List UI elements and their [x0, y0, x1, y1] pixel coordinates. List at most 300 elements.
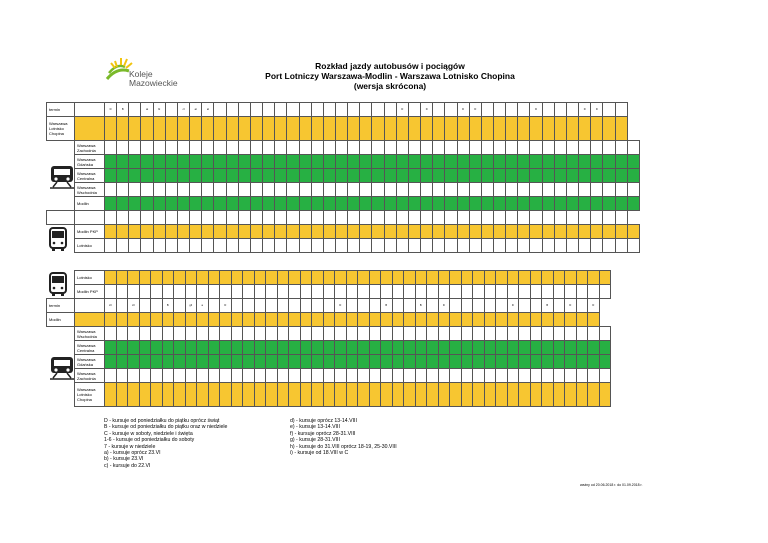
time-cell [129, 155, 141, 169]
time-cell [348, 155, 360, 169]
logo-text [129, 70, 178, 88]
time-cell [153, 239, 165, 253]
time-cell [153, 155, 165, 169]
time-cell [250, 197, 262, 211]
time-cell [469, 211, 481, 225]
time-cell [275, 225, 287, 239]
time-cell [275, 211, 287, 225]
time-cell [438, 313, 450, 327]
time-cell [384, 141, 396, 155]
time-cell [530, 285, 542, 299]
time-cell [105, 239, 117, 253]
time-cell [346, 369, 358, 383]
time-cell [496, 299, 508, 313]
bus-icon [47, 225, 75, 253]
time-cell [323, 239, 335, 253]
time-cell [438, 341, 450, 355]
time-cell [185, 341, 197, 355]
time-cell [576, 285, 588, 299]
time-cell [615, 103, 627, 117]
time-cell [214, 239, 226, 253]
time-cell [381, 327, 393, 341]
time-cell [627, 183, 639, 197]
time-cell [263, 183, 275, 197]
time-cell [128, 285, 140, 299]
time-cell [542, 383, 554, 407]
time-cell [323, 271, 335, 285]
time-cell [116, 327, 128, 341]
time-cell [588, 285, 600, 299]
time-cell [565, 327, 577, 341]
time-cell [518, 211, 530, 225]
time-cell [530, 271, 542, 285]
station-label: Warszawa Gdańska [75, 155, 105, 169]
time-cell [346, 383, 358, 407]
time-cell [494, 103, 506, 117]
time-cell [208, 285, 220, 299]
time-cell [165, 169, 177, 183]
time-cell [275, 141, 287, 155]
time-cell [421, 155, 433, 169]
time-cell [266, 369, 278, 383]
time-cell [494, 211, 506, 225]
time-cell [469, 155, 481, 169]
time-cell [553, 271, 565, 285]
time-cell [202, 141, 214, 155]
time-cell [615, 169, 627, 183]
timetable-row [47, 383, 611, 407]
time-cell [481, 183, 493, 197]
logo-line-1: Koleje [129, 69, 153, 79]
time-cell [484, 341, 496, 355]
time-cell [358, 313, 370, 327]
time-cell [518, 183, 530, 197]
time-cell [554, 155, 566, 169]
time-cell [506, 211, 518, 225]
time-cell [129, 103, 141, 117]
time-cell [372, 117, 384, 141]
time-cell [519, 383, 531, 407]
time-cell [75, 299, 105, 313]
time-cell [185, 285, 197, 299]
time-cell [190, 117, 202, 141]
time-cell [358, 299, 370, 313]
time-cell [381, 341, 393, 355]
time-cell [603, 197, 615, 211]
time-cell [360, 183, 372, 197]
time-cell [392, 355, 404, 369]
time-cell [408, 239, 420, 253]
time-cell [530, 383, 542, 407]
time-cell [421, 141, 433, 155]
time-cell [421, 117, 433, 141]
time-cell [277, 313, 289, 327]
time-cell [174, 383, 186, 407]
time-cell [275, 239, 287, 253]
time-cell [254, 313, 266, 327]
legend-item: B - kursuje od poniedziałku do piątku oraz w niedziele [104, 424, 228, 431]
time-cell [139, 285, 151, 299]
time-cell [185, 383, 197, 407]
time-cell [202, 197, 214, 211]
time-cell [275, 155, 287, 169]
time-cell: D [565, 299, 577, 313]
time-cell [415, 313, 427, 327]
time-cell [404, 369, 416, 383]
time-cell [519, 355, 531, 369]
time-cell [300, 383, 312, 407]
time-cell [565, 271, 577, 285]
time-cell [542, 197, 554, 211]
time-cell [177, 197, 189, 211]
time-cell [116, 299, 128, 313]
time-cell [335, 341, 347, 355]
time-cell [494, 197, 506, 211]
time-cell [433, 239, 445, 253]
time-cell [576, 327, 588, 341]
time-cell [300, 355, 312, 369]
time-cell [615, 117, 627, 141]
time-cell [263, 239, 275, 253]
time-cell [384, 197, 396, 211]
time-cell [202, 183, 214, 197]
time-cell [530, 141, 542, 155]
time-cell [433, 211, 445, 225]
time-cell [484, 383, 496, 407]
time-cell [450, 383, 462, 407]
time-cell [312, 355, 324, 369]
time-cell [263, 225, 275, 239]
time-cell [404, 327, 416, 341]
time-cell [299, 239, 311, 253]
time-cell [185, 355, 197, 369]
time-cell [287, 239, 299, 253]
time-cell [518, 141, 530, 155]
time-cell [461, 313, 473, 327]
time-cell [369, 271, 381, 285]
time-cell [542, 117, 554, 141]
time-cell [266, 383, 278, 407]
time-cell [231, 355, 243, 369]
time-cell [323, 183, 335, 197]
legend-left [104, 418, 227, 469]
time-cell [300, 313, 312, 327]
time-cell [323, 169, 335, 183]
time-cell [311, 225, 323, 239]
time-cell [450, 341, 462, 355]
time-cell [591, 197, 603, 211]
time-cell [289, 285, 301, 299]
time-cell [250, 141, 262, 155]
time-cell [445, 197, 457, 211]
time-cell [323, 327, 335, 341]
time-cell [323, 299, 335, 313]
time-cell [197, 327, 209, 341]
time-cell [141, 211, 153, 225]
time-cell [542, 369, 554, 383]
time-cell [162, 327, 174, 341]
time-cell [335, 211, 347, 225]
time-cell [553, 299, 565, 313]
time-cell [396, 239, 408, 253]
time-cell: cl [177, 103, 189, 117]
time-cell [565, 355, 577, 369]
time-cell [518, 197, 530, 211]
time-cell [542, 355, 554, 369]
time-cell [129, 239, 141, 253]
time-cell [450, 369, 462, 383]
time-cell [591, 211, 603, 225]
time-cell [603, 183, 615, 197]
time-cell [506, 197, 518, 211]
time-cell [396, 169, 408, 183]
time-cell [461, 299, 473, 313]
title-line-2: Port Lotniczy Warszawa-Modlin - Warszawa Lotnisko Chopina [265, 71, 515, 81]
time-cell [530, 155, 542, 169]
time-cell [202, 117, 214, 141]
time-cell [185, 271, 197, 285]
time-cell [408, 225, 420, 239]
timetable-to-modlin [46, 102, 640, 253]
time-cell [404, 271, 416, 285]
time-cell [220, 383, 232, 407]
legend-item: a) - kursuje oprócz 23.VI [104, 450, 161, 457]
time-cell [369, 313, 381, 327]
time-cell [494, 155, 506, 169]
legend-item: i) - kursuje od 18.VIII w C [290, 450, 349, 457]
time-cell [445, 103, 457, 117]
time-cell [469, 169, 481, 183]
time-cell [461, 355, 473, 369]
time-cell [576, 369, 588, 383]
time-cell [576, 341, 588, 355]
time-cell [323, 211, 335, 225]
time-cell [162, 383, 174, 407]
time-cell [197, 355, 209, 369]
time-cell [263, 211, 275, 225]
title-line-3: (wersja skrócona) [353, 81, 427, 91]
time-cell [231, 369, 243, 383]
time-cell [190, 169, 202, 183]
time-cell [254, 355, 266, 369]
time-cell [599, 285, 611, 299]
time-cell [335, 313, 347, 327]
time-cell [542, 239, 554, 253]
time-cell [335, 369, 347, 383]
time-cell [289, 271, 301, 285]
time-cell [165, 141, 177, 155]
time-cell [415, 383, 427, 407]
time-cell [277, 369, 289, 383]
time-cell [496, 383, 508, 407]
time-cell [506, 117, 518, 141]
time-cell [591, 225, 603, 239]
time-cell [591, 169, 603, 183]
time-cell [554, 117, 566, 141]
time-cell [484, 285, 496, 299]
time-cell [162, 369, 174, 383]
time-cell [153, 211, 165, 225]
time-cell [214, 211, 226, 225]
time-cell [177, 183, 189, 197]
time-cell [566, 141, 578, 155]
time-cell [591, 117, 603, 141]
time-cell [579, 183, 591, 197]
time-cell [599, 383, 611, 407]
time-cell [372, 103, 384, 117]
time-cell [457, 141, 469, 155]
time-cell [231, 299, 243, 313]
time-cell [530, 355, 542, 369]
time-cell [289, 369, 301, 383]
time-cell [438, 383, 450, 407]
time-cell [519, 313, 531, 327]
time-cell [494, 169, 506, 183]
time-cell [369, 341, 381, 355]
time-cell [117, 155, 129, 169]
time-cell [530, 239, 542, 253]
time-cell [433, 225, 445, 239]
time-cell: D [457, 103, 469, 117]
time-cell [105, 341, 117, 355]
time-cell [174, 341, 186, 355]
time-cell [530, 225, 542, 239]
time-cell [153, 169, 165, 183]
time-cell [369, 369, 381, 383]
time-cell [576, 383, 588, 407]
time-cell [300, 271, 312, 285]
time-cell [287, 225, 299, 239]
time-cell [299, 211, 311, 225]
time-cell [165, 183, 177, 197]
time-cell [530, 169, 542, 183]
time-cell [481, 103, 493, 117]
legend-item: b) - kursuje 23.VI [104, 456, 144, 463]
time-cell: D [579, 103, 591, 117]
time-cell [404, 313, 416, 327]
time-cell [369, 299, 381, 313]
time-cell [450, 355, 462, 369]
time-cell [128, 355, 140, 369]
time-cell [530, 299, 542, 313]
time-cell [153, 197, 165, 211]
time-cell [116, 369, 128, 383]
time-cell [105, 169, 117, 183]
time-cell [542, 285, 554, 299]
time-cell [116, 355, 128, 369]
time-cell [438, 327, 450, 341]
time-cell [299, 141, 311, 155]
time-cell [202, 155, 214, 169]
time-cell [519, 369, 531, 383]
time-cell [220, 271, 232, 285]
time-cell [311, 169, 323, 183]
time-cell [433, 117, 445, 141]
time-cell [277, 327, 289, 341]
time-cell [300, 369, 312, 383]
time-cell [506, 183, 518, 197]
time-cell [360, 169, 372, 183]
time-cell [226, 155, 238, 169]
time-cell [129, 169, 141, 183]
time-cell [165, 225, 177, 239]
time-cell [415, 327, 427, 341]
time-cell [381, 355, 393, 369]
time-cell [576, 271, 588, 285]
time-cell [603, 239, 615, 253]
time-cell [496, 313, 508, 327]
time-cell [335, 285, 347, 299]
validity-note: ważny od 20.06.2018 r. do 01.09.2018 r. [580, 483, 643, 487]
time-cell [392, 313, 404, 327]
time-cell: bi [153, 103, 165, 117]
time-cell [542, 211, 554, 225]
time-cell [226, 117, 238, 141]
time-cell [627, 197, 639, 211]
time-cell [553, 285, 565, 299]
logo-line-2: Mazowieckie [129, 78, 178, 88]
time-cell [312, 313, 324, 327]
time-cell [214, 183, 226, 197]
legend-item: C - kursuje w soboty, niedziele i święta [104, 430, 193, 437]
time-cell: D [530, 103, 542, 117]
time-cell [197, 313, 209, 327]
time-cell [231, 341, 243, 355]
time-cell [438, 285, 450, 299]
timetable-row [47, 183, 640, 197]
time-cell [287, 155, 299, 169]
legend-item: f) - kursuje oprócz 28-31.VIII [290, 430, 356, 437]
time-cell [542, 169, 554, 183]
time-cell [335, 327, 347, 341]
time-cell [75, 117, 105, 141]
time-cell [238, 155, 250, 169]
time-cell [139, 299, 151, 313]
time-cell [141, 169, 153, 183]
time-cell [576, 313, 588, 327]
time-cell [162, 355, 174, 369]
time-cell [214, 141, 226, 155]
time-cell [289, 299, 301, 313]
legend-item: g) - kursuje 28-31.VIII [290, 437, 340, 444]
station-label: Warszawa Centralna [75, 169, 105, 183]
time-cell [484, 299, 496, 313]
time-cell [254, 299, 266, 313]
time-cell [481, 117, 493, 141]
time-cell [603, 211, 615, 225]
time-cell [542, 141, 554, 155]
time-cell [579, 239, 591, 253]
time-cell [473, 355, 485, 369]
time-cell [372, 169, 384, 183]
time-cell [299, 197, 311, 211]
time-cell [128, 341, 140, 355]
time-cell [433, 155, 445, 169]
time-cell [208, 355, 220, 369]
time-cell [312, 327, 324, 341]
time-cell [566, 155, 578, 169]
time-cell [208, 299, 220, 313]
time-cell [263, 155, 275, 169]
time-cell [105, 117, 117, 141]
time-cell [117, 117, 129, 141]
time-cell [311, 197, 323, 211]
time-cell [214, 155, 226, 169]
time-cell [151, 383, 163, 407]
time-cell [427, 369, 439, 383]
time-cell [396, 141, 408, 155]
time-cell [369, 285, 381, 299]
